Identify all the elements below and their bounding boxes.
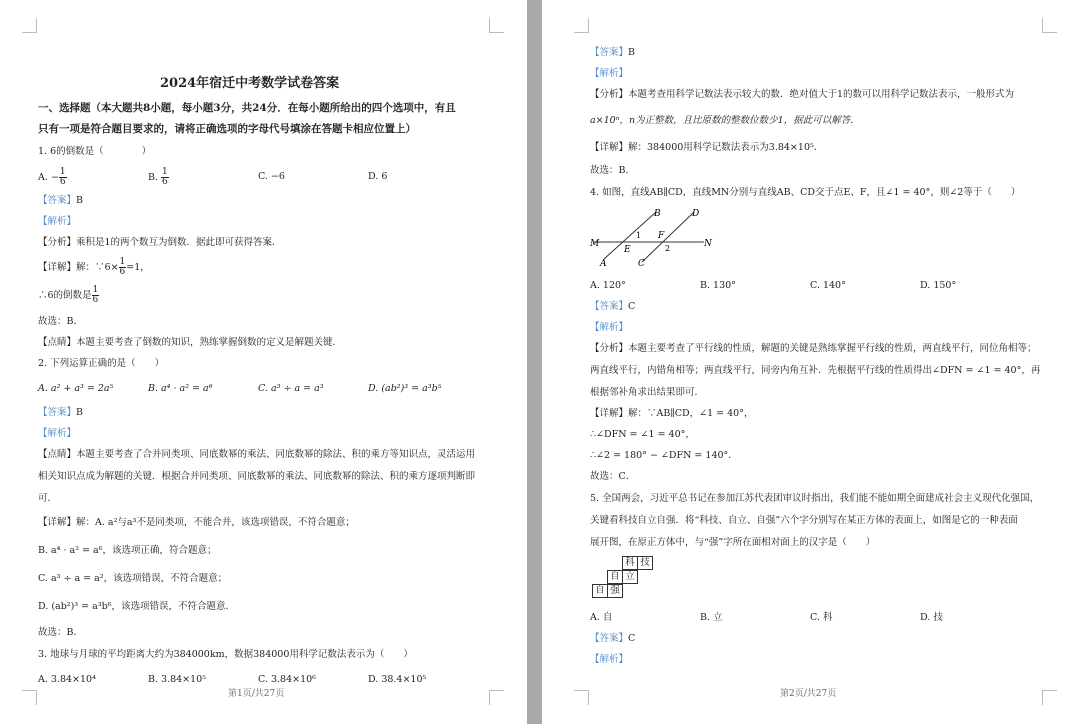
q4-analysis-header: 【解析】 <box>590 322 629 333</box>
page-2-footer: 第2页/共27页 <box>780 689 837 699</box>
q2-conclusion: 故选：B． <box>38 627 83 638</box>
net-cell-zi-1: 自 <box>607 570 623 584</box>
section-header-line2: 只有一项是符合题目要求的，请将正确选项的字母代号填涂在答题卡相应位置上） <box>38 123 416 135</box>
crop-mark-top-left <box>22 18 37 33</box>
q4-analysis-l1: 【分析】本题主要考查了平行线的性质，解题的关键是熟练掌握平行线的性质，两直线平行，同位角相等； <box>590 343 1037 354</box>
q2-detail-d: D. (ab²)³ = a³b⁶，该选项错误，不符合题意． <box>38 601 235 612</box>
q1-therefore: ∴6的倒数是 $\frac{1}{6}$ <box>38 285 99 305</box>
q2-option-a: A. a² + a³ = 2a⁵ <box>38 383 114 394</box>
q4-conclusion: 故选：C． <box>590 471 636 482</box>
q4-answer: 【答案】C <box>590 301 636 312</box>
page-gutter <box>527 0 542 724</box>
q2-detail-a: 【详解】解：A. a²与a³不是同类项，不能合并，该选项错误，不符合题意； <box>38 517 355 528</box>
q3-conclusion: 故选：B． <box>590 165 635 176</box>
q1-detail: 【详解】解：∵6× $\frac{1}{6}$ =1， <box>38 257 150 277</box>
q5-stem-l2: 关键看科技自立自强．将“科技、自立、自强”六个字分别写在某正方体的表面上，如图是它的一种表面 <box>590 515 1018 526</box>
net-cell-qiang: 强 <box>607 584 623 598</box>
fig-label-f: F <box>658 231 665 241</box>
q3-option-a: A. 3.84×10⁴ <box>38 674 96 685</box>
crop-mark-top-right <box>489 18 504 33</box>
crop-mark-bottom-right <box>489 690 504 705</box>
q3-option-d: D. 38.4×10⁵ <box>368 674 427 685</box>
q2-comment-l3: 可． <box>38 493 58 504</box>
q5-stem-l1: 5. 全国两会，习近平总书记在参加江苏代表团审议时指出，我们能不能如期全面建成社会主义现代化强国， <box>590 493 1040 504</box>
fig-label-angle1: 1 <box>636 231 642 240</box>
page-1-footer: 第1页/共27页 <box>228 689 285 699</box>
q3-stem: 3. 地球与月球的平均距离大约为384000km，数据384000用科学记数法表示为（ ） <box>38 649 413 660</box>
q4-analysis-l2: 两直线平行，内错角相等；两直线平行，同旁内角互补．先根据平行线的性质得出∠DFN = ∠1 = 40°，再 <box>590 365 1041 376</box>
q4-detail-l1: 【详解】解：∵AB∥CD，∠1 = 40°， <box>590 408 754 419</box>
q5-option-b: B. 立 <box>700 612 723 623</box>
q2-comment-l1: 【点睛】本题主要考查了合并同类项、同底数幂的乘法、同底数幂的除法、积的乘方等知识点，灵活运用 <box>38 449 476 460</box>
fig-label-n: N <box>704 239 712 249</box>
crop-mark-bottom-left <box>22 690 37 705</box>
q4-option-c: C. 140° <box>810 280 846 291</box>
crop-mark-top-right <box>1042 18 1057 33</box>
q1-stem: 1. 6的倒数是（ ） <box>38 146 152 157</box>
q3-option-b: B. 3.84×10⁵ <box>148 674 207 685</box>
q3-analysis-header: 【解析】 <box>590 68 629 79</box>
q2-analysis-header: 【解析】 <box>38 428 77 439</box>
document-page-2[interactable] <box>542 0 1080 724</box>
net-cell-li: 立 <box>622 570 638 584</box>
section-header-line1: 一、选择题（本大题共8小题，每小题3分，共24分．在每小题所给出的四个选项中，有且 <box>38 102 456 114</box>
q4-detail-l3: ∴∠2 = 180° − ∠DFN = 140°． <box>590 450 738 461</box>
q5-option-d: D. 技 <box>920 612 943 623</box>
q3-analysis-l2: a×10ⁿ，n为正整数，且比原数的整数位数少1，据此可以解答． <box>590 115 860 126</box>
fig-label-b: B <box>654 209 661 219</box>
fig-label-m: M <box>590 239 600 249</box>
crop-mark-bottom-right <box>1042 690 1057 705</box>
page-title: 2024年宿迁中考数学试卷答案 <box>160 76 340 91</box>
q4-option-d: D. 150° <box>920 280 957 291</box>
q1-analysis: 【分析】乘积是1的两个数互为倒数．据此即可获得答案． <box>38 237 282 248</box>
q4-analysis-l3: 根据邻补角求出结果即可． <box>590 387 705 398</box>
q1-conclusion: 故选：B． <box>38 316 83 327</box>
fig-label-e: E <box>624 245 631 255</box>
q3-option-c: C. 3.84×10⁶ <box>258 674 316 685</box>
q2-answer: 【答案】B <box>38 407 83 418</box>
q5-answer: 【答案】C <box>590 633 636 644</box>
q5-analysis-header: 【解析】 <box>590 654 629 665</box>
q4-parallel-lines-figure <box>586 204 716 268</box>
q5-option-c: C. 科 <box>810 612 833 623</box>
net-cell-zi-2: 自 <box>592 584 608 598</box>
line-cd <box>642 212 694 262</box>
q2-option-c: C. a³ ÷ a = a³ <box>258 383 324 394</box>
q4-option-a: A. 120° <box>590 280 626 291</box>
q3-answer: 【答案】B <box>590 47 635 58</box>
q4-stem: 4. 如图，直线AB∥CD，直线MN分别与直线AB、CD交于点E、F，且∠1 = 40°，则∠2等于（ ） <box>590 187 1021 198</box>
fig-label-angle2: 2 <box>665 244 671 253</box>
q2-detail-b: B. a⁴ · a² = a⁶，该选项正确，符合题意； <box>38 545 217 556</box>
q1-option-d: D. 6 <box>368 171 388 182</box>
q1-option-b: B. $\frac{1}{6}$ <box>148 167 168 187</box>
document-page-1[interactable] <box>0 0 527 724</box>
q4-option-b: B. 130° <box>700 280 736 291</box>
q1-comment: 【点睛】本题主要考查了倒数的知识，熟练掌握倒数的定义是解题关键． <box>38 337 343 348</box>
q1-option-c: C. −6 <box>258 171 285 182</box>
fig-label-c: C <box>638 259 645 268</box>
fig-label-a: A <box>600 259 607 268</box>
q2-option-d: D. (ab²)³ = a³b⁵ <box>368 383 442 394</box>
q2-detail-c: C. a³ ÷ a = a²，该选项错误，不符合题意； <box>38 573 228 584</box>
q2-stem: 2. 下列运算正确的是（ ） <box>38 358 165 369</box>
q1-analysis-header: 【解析】 <box>38 216 77 227</box>
q4-detail-l2: ∴∠DFN = ∠1 = 40°， <box>590 429 695 440</box>
crop-mark-bottom-left <box>574 690 589 705</box>
q3-detail: 【详解】解：384000用科学记数法表示为3.84×10⁵． <box>590 142 824 153</box>
fig-label-d: D <box>692 209 700 219</box>
q2-comment-l2: 相关知识点成为解题的关键．根据合并同类项、同底数幂的乘法、同底数幂的除法、积的乘方逐项判断即 <box>38 471 476 482</box>
q1-answer: 【答案】B <box>38 195 83 206</box>
net-cell-ke: 科 <box>622 556 638 570</box>
q2-option-b: B. a⁴ · a² = a⁶ <box>148 383 213 394</box>
q5-option-a: A. 自 <box>590 612 613 623</box>
q1-option-a: A. − $\frac{1}{6}$ <box>38 167 66 187</box>
net-cell-ji: 技 <box>637 556 653 570</box>
crop-mark-top-left <box>574 18 589 33</box>
q5-stem-l3: 展开图，在原正方体中，与“强”字所在面相对面上的汉字是（ ） <box>590 537 876 548</box>
q3-analysis-l1: 【分析】本题考查用科学记数法表示较大的数．绝对值大于1的数可以用科学记数法表示，一般形式为 <box>590 89 1015 100</box>
